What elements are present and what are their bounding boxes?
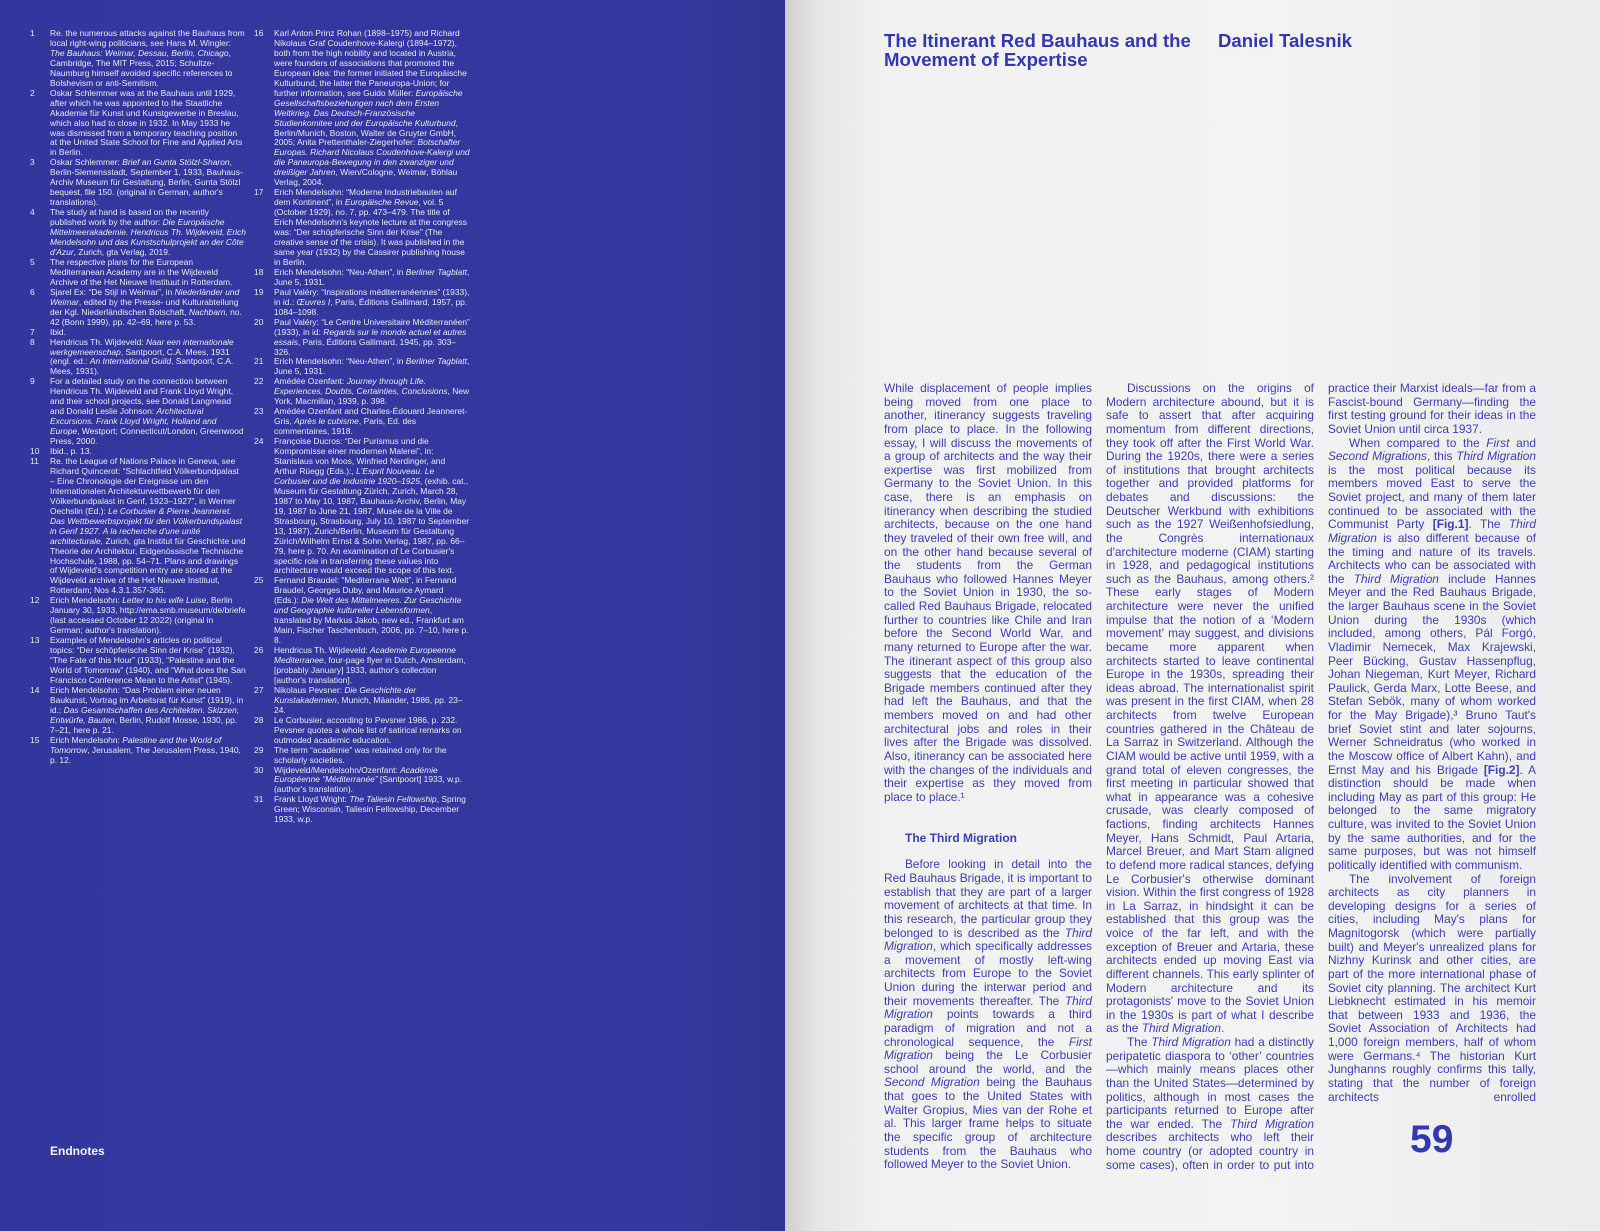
body-column-2 (1106, 382, 1314, 1172)
endnote-number: 8 (30, 336, 35, 347)
endnote-number: 28 (254, 714, 264, 725)
text-run: Oskar Schlemmer: (50, 157, 123, 168)
text-run: Hendricus Th. Wijdeveld: (50, 336, 146, 347)
text-run: Nikolaus Pevsner: (274, 684, 345, 695)
italic-text-run: First (1486, 435, 1510, 450)
italic-text-run: Third Migration (884, 993, 1092, 1022)
text-run: , New York, Macmillan, 1939, p. 398. (274, 386, 470, 407)
italic-text-run: Letter to his wife Luise (122, 595, 207, 606)
endnotes-column-2 (254, 29, 476, 825)
endnote-text (50, 29, 246, 89)
italic-text-run: Die Geschichte der Kunstakademien (274, 684, 417, 705)
endnote-number: 13 (30, 635, 40, 646)
italic-text-run: Brief an Gunta Stölzl-Sharon (122, 157, 230, 168)
text-run: , translated by Markus Jakob, new ed., Frankfurt am Main, Fischer Taschenbuch, 2006, pp. 7–10, here p. 8. (274, 605, 469, 646)
italic-text-run: Berliner Tagblatt (405, 356, 467, 367)
italic-text-run: Le Corbusier & Pierre Jeanneret. Das Wettbewerbsprojekt für den Völkerbundspalast in Genf 1927. A la recherche d'une unité architecturale (50, 505, 243, 546)
endnote-number: 22 (254, 376, 264, 387)
text-run: Oskar Schlemmer was at the Bauhaus until 1929, after which he was appointed to the Staatliche Akademie für Kunst und Kunstgewerbe in Breslau, which also had to close in 1932. In May 1933 he was dismissed from a temporary teaching position at the United State School for Fine and Applied Arts in Berlin. (50, 87, 243, 158)
italic-text-run: Second Migrations (1328, 449, 1427, 464)
endnote (254, 357, 476, 377)
italic-text-run: Das Gesamtschaffen des Architekten. Skizzen, Entwürfe, Bauten (50, 704, 240, 725)
italic-text-run: The Taliesin Fellowship (349, 794, 437, 805)
italic-text-run: Third Migration (884, 925, 1092, 954)
italic-text-run: Third Migration (1141, 1021, 1222, 1036)
endnote (254, 188, 476, 268)
italic-text-run: An International Guild (89, 356, 172, 367)
endnotes-section-label: Endnotes (50, 1144, 105, 1158)
italic-text-run: Œuvres I (296, 296, 331, 307)
text-run: , this (1426, 449, 1457, 464)
article-author: Daniel Talesnik (1218, 30, 1352, 51)
italic-text-run: Architectural Excursions. Frank Lloyd Wright, Holland and Europe (50, 406, 217, 437)
text-run: , Zurich, gta Institut für Geschichte und Theorie der Architektur, Eidgenössische Technische Hochschule, 1988, pp. 54–71. Plans and drawings of Wijdeveld's competition entry are stored at the Wijdeveld archive of the Het Nieuwe Instituut, Rotterdam; Nos 4.3.1.357-365. (50, 535, 246, 596)
italic-text-run: Third Migration (1456, 449, 1536, 464)
endnote-number: 27 (254, 684, 264, 695)
italic-text-run: First Migration (884, 1034, 1092, 1063)
text-run: The respective plans for the European Mediterranean Academy are in the Wijdeveld Archive of the Het Nieuwe Instituut in Rotterdam. (50, 256, 233, 287)
italic-text-run: Regards sur le monde actuel et autres essais (274, 326, 467, 347)
endnote-text (50, 158, 246, 208)
endnote (254, 766, 476, 796)
italic-text-run: Botschafter Europas. Richard Nicolaus Coudenhove-Kalergi und die Paneuropa-Bewegung in den zwanziger und dreißiger Jahren (274, 137, 470, 178)
text-run: Frank Lloyd Wright: (274, 794, 350, 805)
text-run: , four-page flyer in Dutch, Amsterdam, [probably January] 1933, author's collection [author's translation]. (274, 655, 466, 685)
text-run: Amédée Ozenfant: (274, 376, 347, 387)
endnote-number: 9 (30, 376, 35, 387)
endnote-text (50, 89, 246, 159)
endnote (30, 258, 252, 288)
text-run: , Santpoort, C.A. Mees, 1931 (engl. ed.: (50, 346, 230, 367)
endnote (30, 288, 252, 328)
body-paragraph (884, 858, 1092, 1171)
endnote (30, 89, 252, 159)
text-run: Discussions on the origins of Modern architecture abound, but it is safe to assert that after acquiring momentum from different directions, they took off after the First World War. During the 1920s, there were a series of institutions that brought architects together and provided platforms for debates and discussions: the Deutscher Werkbund with exhibitions such as the 1927 Weißenhofsiedlung, the Congrès internationaux d'architecture moderne (CIAM) starting in 1928, and pedagogical institutions such as the Bauhaus, among others.² These early stages of Modern architecture were never the unified impulse that the notion of a ‘Modern movement’ may suggest, and divisions became more apparent when architects started to leave continental Europe in the 1930s, spreading their ideas abroad. The internationalist spirit was present in the first CIAM, when 28 architects from twelve European countries gathered in the Château de La Sarraz in Switzerland. Although the CIAM would be active until 1959, with a grand total of eleven congresses, the first meeting in particular showed that what in appearance was a cohesive crusade, was clearly composed of factions, finding architects Hannes Meyer, Hans Schmidt, Paul Artaria, Marcel Breuer, and Mart Stam aligned to defend more radical stances, defying Le Corbusier's otherwise dominant vision. Within the first congress of 1928 in La Sarraz, in hindsight it can be established that this group was the voice of the far left, and with the exception of Breuer and Artaria, these architects ended up moving East via different channels. This early splinter of Modern architecture and its protagonists' move to the Soviet Union in the 1930s is part of what I describe as the (1106, 381, 1314, 1036)
text-run: The study at hand is based on the recently published work by the author: (50, 207, 210, 228)
endnote-number: 21 (254, 356, 264, 367)
text-run: The Third Migration (905, 831, 1017, 846)
text-run: being the Bauhaus that goes to the United States with Walter Gropius, Mies van der Rohe et al. This larger frame helps to situate the specific group of architecture students from the Bauhaus who followed Meyer to the Soviet Union. (884, 1075, 1092, 1172)
text-run: While displacement of people implies being moved from one place to another, itinerancy suggests traveling from place to place. In the following essay, I will discuss the movements of a group of architects and the way their expertise was first mobilized from Germany to the Soviet Union. In this case, there is an emphasis on itinerancy when describing the studied architects, because on the one hand they traveled of their own free will, and on the other hand because several of the students from the German Bauhaus who followed Hannes Meyer to the Soviet Union in 1930, the so-called Red Bauhaus Brigade, relocated further to countries like Chile and Iran before the Second World War, and many returned to Europe after the war. The itinerant aspect of this group also suggests that the education of the Brigade members continued after they had left the Bauhaus, and that the members moved on and had other architectural jobs and roles in their lives after the Brigade was dissolved. Also, itinerancy can be associated here with the changes of the individuals and their expertise as they moved from place to place.¹ (884, 381, 1092, 804)
italic-text-run: Journey through Life. Experiences, Doubts, Certainties, Conclusions (274, 376, 448, 397)
text-run: , (exhib. cat., Museum für Gestaltung Zürich, Zurich, March 28, 1987 to May 10, 1987, Bauhaus-Archiv, Berlin, May 19, 1987 to June 21, 1987, Musée de la Ville de Strasbourg, Strasbourg, July 10, 1987 to September 13, 1987), Zurich/Berlin, Museum für Gestaltung Zürich/Wilhelm Ernst & Sohn Verlag, 1987, pp. 66–79, here p. 70. An examination of Le Corbusier's specific role in transferring these values into architecture would exceed the scope of this text. (274, 475, 470, 576)
endnote (30, 158, 252, 208)
text-run: , Cambridge, The MIT Press, 2015; Schultze-Naumburg himself avoided specific references to Bolshevism or anti-Semitism. (50, 47, 233, 88)
endnote-text (274, 188, 470, 268)
endnote-text (50, 457, 246, 596)
italic-text-run: Europäische Gesellschaftsbeziehungen nach dem Ersten Weltkrieg. Das Deutsch-Französische Studienkomitee und der Europäische Kulturbund (274, 87, 463, 128)
endnote-number: 18 (254, 266, 264, 277)
text-run: Françoise Ducros: “Der Purismus und die Kompromisse einer modernen Malerei”, in: Stanislaus von Moos, Winfried Nerdinger, and Arthur Rüegg (Eds.):, (274, 436, 446, 476)
endnote-number: 24 (254, 436, 264, 447)
endnote-number: 16 (254, 28, 264, 38)
endnote-text (50, 596, 246, 636)
endnote (254, 746, 476, 766)
text-run: The term “académie” was retained only for the scholarly societies. (274, 744, 447, 765)
endnote-text (274, 686, 470, 716)
endnote-text (274, 746, 470, 766)
text-run: Ibid. (50, 326, 66, 337)
body-column-3 (1328, 382, 1536, 1104)
endnote-number: 31 (254, 794, 264, 805)
text-run: is the most political because its members moved East to serve the Soviet project, and many of them later continued to be associated with the Communist Party (1328, 462, 1536, 532)
endnote-number: 7 (30, 326, 35, 337)
figure-reference: [Fig.2] (1483, 762, 1520, 777)
italic-text-run: Die Welt des Mittelmeeres. Zur Geschichte und Geographie kultureller Lebensformen (274, 595, 462, 616)
endnote-number: 12 (30, 595, 40, 606)
endnote-number: 10 (30, 446, 40, 457)
text-run: , Paris, Ed. des commentaires, 1918. (274, 416, 417, 437)
endnote-number: 1 (30, 28, 35, 38)
endnote-number: 17 (254, 187, 264, 198)
italic-text-run: Second Migration (884, 1075, 980, 1090)
text-run: , Paris, Éditions Gallimard, 1957, pp. 1084–1098. (274, 296, 468, 317)
endnote-text (274, 357, 470, 377)
endnote-number: 14 (30, 684, 40, 695)
text-run: Le Corbusier, according to Pevsner 1986, p. 232. Pevsner quotes a whole list of satirical remarks on outmoded academic education. (274, 714, 462, 745)
endnote (254, 576, 476, 646)
endnote-number: 26 (254, 645, 264, 656)
section-heading (905, 831, 1092, 845)
endnote-number: 5 (30, 256, 35, 267)
endnote-number: 20 (254, 316, 264, 327)
page-number: 59 (1410, 1118, 1454, 1161)
text-run: is also different because of the timing and nature of its travels. Architects who can be associated with the (1328, 530, 1536, 586)
text-run: had a distinctly peripatetic diaspora to ‘other’ countries—which mainly means places other than the United States—determined by politics, although in most cases the participants returned to Europe after the war ended. The (1106, 1035, 1314, 1131)
endnote-number: 29 (254, 744, 264, 755)
endnote (254, 437, 476, 576)
figure-reference: [Fig.1] (1432, 517, 1469, 532)
italic-text-run: The Bauhaus: Weimar, Dessau, Berlin, Chicago (50, 47, 229, 58)
text-run: Erich Mendelsohn: “Moderne Industriebauten auf dem Kontinent”, in (274, 187, 457, 208)
text-run: , June 5, 1931. (274, 356, 470, 377)
article-title: The Itinerant Red Bauhaus and the Movement of Expertise (884, 30, 1191, 70)
text-run: , Santpoort, C.A. Mees, 1931). (50, 356, 234, 377)
italic-text-run: Académie Européenne “Méditerranée” (274, 764, 438, 785)
body-column-1 (884, 382, 1092, 1172)
text-run: , Berlin January 30, 1933, http://ema.smb.museum/de/briefe (last accessed October 12 2022) (original in German; author's translation). (50, 595, 246, 636)
endnote-number: 25 (254, 575, 264, 586)
endnote-text (274, 377, 470, 407)
endnote (30, 377, 252, 447)
endnote-number: 4 (30, 207, 35, 218)
italic-text-run: Third Migration (1328, 517, 1536, 545)
text-run: [Santpoort] 1933, w.p. (author's translation). (274, 774, 463, 795)
endnote-number: 2 (30, 87, 35, 98)
text-run: , Jerusalem, The Jerusalem Press, 1940, p. 12. (50, 744, 241, 765)
body-paragraph (1328, 437, 1536, 873)
text-run: and (1509, 435, 1536, 450)
endnote (254, 407, 476, 437)
text-run: , Westport; Connecticut/London, Greenwood Press, 2000. (50, 426, 244, 447)
text-run: Ibid., p. 13. (50, 446, 92, 457)
italic-text-run: Après le cubisme (294, 416, 359, 427)
endnotes-column-1 (30, 29, 252, 766)
italic-text-run: Niederländer und Weimar (50, 286, 240, 307)
endnote-text (50, 736, 246, 766)
endnote-text (50, 377, 246, 447)
endnote-number: 30 (254, 764, 264, 775)
endnote (254, 288, 476, 318)
endnote (30, 457, 252, 596)
italic-text-run: Academie Europeenne Mediterranee (274, 645, 456, 666)
text-run: practice their Marxist ideals—far from a Fascist-bound Germany—finding the first testing ground for their ideas in the Soviet Union until circa 1937. (1328, 381, 1536, 436)
text-run: , vol. 5 (October 1929), no. 7, pp. 473–479. The title of Erich Mendelsohn's keynote lecture at the congress was: “Der schöpferische Sinn der Krise” (The creative sense of the crisis). It was published in the same year (1932) by the Cassirer publishing house in Berlin. (274, 197, 467, 267)
text-run: Hendricus Th. Wijdeveld: (274, 645, 370, 656)
italic-text-run: Third Migration (1151, 1035, 1231, 1049)
endnote (30, 636, 252, 686)
endnote (254, 377, 476, 407)
text-run: Erich Mendelsohn: (50, 595, 123, 606)
endnote-number: 15 (30, 734, 40, 745)
text-run: include Hannes Meyer and the Red Bauhaus Brigade, the larger Bauhaus scene in the Soviet Union during the 1930s (which included, among others, Pál Forgó, Vladimir Nemecek, Max Krajewski, Peer Bücking, Gustav Hassenpflug, Johan Niegeman, Kurt Meyer, Richard Paulick, Gerda Marx, Lotte Beese, and Stefan Sebök, many of whom worked for the May Brigade),³ Bruno Taut's brief Soviet stint and later sojourns, Werner Schneidratus (who worked in the Moscow office of Albert Kahn), and Ernst May and his Brigade (1328, 571, 1536, 777)
italic-text-run: Naar een internationale werkgemeenschap (50, 336, 234, 357)
endnote (30, 208, 252, 258)
text-run: Paul Valéry: “Le Centre Universitaire Méditerranéen” (1933), in id: (274, 316, 470, 337)
text-run: Before looking in detail into the Red Bauhaus Brigade, it is important to establish that they are part of a larger movement of architects at that time. In this research, the particular group they belonged to is described as the (884, 857, 1092, 940)
endnote-number: 11 (30, 455, 39, 466)
italic-text-run: Die Europäische Mittelmeerakademie. Hendricus Th. Wijdeveld, Erich Mendelsohn und das Kunstschulprojekt an der Côte d'Azur (50, 217, 246, 257)
text-run: Examples of Mendelsohn's articles on political topics: “Der schöpferische Sinn der Krise” (1932), “The Fate of this Hour” (1933), “Palestine and the World of Tomorrow” (1940), and “What does the San Francisco Conference Mean to the Artist” (1945). (50, 635, 246, 685)
text-run: The (1127, 1035, 1152, 1049)
endnote-text (274, 288, 470, 318)
text-run: Wijdeveld/Mendelsohn/Ozenfant: (274, 764, 401, 775)
endnote (30, 29, 252, 89)
text-run: Erich Mendelsohn: “Neu-Athen”, in (274, 266, 406, 277)
text-run: , Spring Green; Wisconsin, Taliesin Fellowship, December 1933, w.p. (274, 794, 466, 825)
endnote-number: 23 (254, 406, 264, 417)
body-paragraph (1328, 873, 1536, 1105)
endnote (254, 795, 476, 825)
endnote-text (274, 437, 470, 576)
endnote (254, 646, 476, 686)
left-page-endnotes (0, 0, 785, 1231)
text-run: , June 5, 1931. (274, 266, 470, 287)
text-run: Re. the League of Nations Palace in Geneva, see Richard Quincerot: “Schlachtfeld Völkerbundpalast – Eine Chronologie der Ereignisse um den Internationalen Architekturwettbewerb für den Völkerbundpalast in Genf, 1923–1927”, in Werner Oechslin (Ed.): (50, 455, 240, 516)
italic-text-run: Third Migration (1353, 571, 1439, 586)
text-run: , Berlin-Siemensstadt, September 1, 1933, Bauhaus-Archiv Museum für Gestaltung, Berlin, Gunta Stölzl bequest, file 150. (original in German, author's translations). (50, 157, 243, 208)
endnote-number: 19 (254, 286, 264, 297)
italic-text-run: Europäische Revue (344, 197, 419, 208)
italic-text-run: Third Migration (1230, 1116, 1314, 1131)
endnote (30, 736, 252, 766)
text-run: , Paris, Éditions Gallimard, 1945, pp. 303–326. (274, 336, 456, 357)
text-run: , Zurich, gta Verlag, 2019. (73, 246, 171, 257)
body-paragraph (884, 382, 1092, 804)
text-run: . A distinction should be made when including May as part of this group: He belonged to the same migratory culture, was invited to the Soviet Union by the same authorities, and for the same purposes, but was not himself politically identified with communism. (1328, 762, 1536, 872)
endnote-text (274, 576, 470, 646)
endnote-number: 6 (30, 286, 35, 297)
endnote-text (50, 208, 246, 258)
text-run: For a detailed study on the connection between Hendricus Th. Wijdeveld and Frank Lloyd Wright, and their school projects, see Donald Langmead and Donald Leslie Johnson: (50, 376, 234, 417)
text-run: Erich Mendelsohn: “Das Problem einer neuen Baukunst, Vortrag im Arbeitsrat für Kunst” (1919), in id.: (50, 684, 244, 715)
text-run: Fernand Braudel: “Mediterrane Welt”, in Fernand Braudel, Georges Duby, and Maurice Aymard (Eds.): (274, 575, 457, 606)
endnote-text (50, 338, 246, 378)
endnote-number: 3 (30, 157, 35, 168)
endnote (30, 338, 252, 378)
endnote (30, 596, 252, 636)
endnote-text (50, 686, 246, 736)
text-run: When compared to the (1349, 435, 1487, 450)
endnote (254, 29, 476, 188)
endnote-text (274, 407, 470, 437)
text-run: Karl Anton Prinz Rohan (1898–1975) and Richard Nikolaus Graf Coudenhove-Kalergi (1894–1972), both from the high nobility and located in Austria, were founders of associations that promoted the European idea: the former initiated the Europäische Kulturbund, the latter the Paneuropa-Union; for further information, see Guido Müller: (274, 28, 467, 98)
text-run: . The (1468, 517, 1509, 532)
text-run: , Berlin/Munich, Boston, Walter de Gruyter GmbH, 2005; Anita Prettenthaler-Ziegerhofer: (274, 117, 458, 148)
text-run: points towards a third paradigm of migration and not a chronological sequence, the (884, 1007, 1092, 1049)
endnote (254, 268, 476, 288)
endnote-text (50, 258, 246, 288)
body-paragraph (1328, 382, 1536, 437)
endnote-text (274, 318, 470, 358)
text-run: Sjarel Ex: “De Stijl in Weimar”, in (50, 286, 175, 297)
endnote (30, 686, 252, 736)
text-run: Erich Mendelsohn: (50, 734, 123, 745)
endnote-text (274, 268, 470, 288)
text-run: , Berlin, Rudolf Mosse, 1930, pp. 7–21, here p. 21. (50, 714, 238, 735)
endnote-text (274, 766, 470, 796)
body-paragraph (1106, 1036, 1314, 1172)
text-run: Amédée Ozenfant and Charles-Édouard Jeanneret-Gris, (274, 406, 468, 427)
endnote-text (274, 646, 470, 686)
text-run: describes architects who left their home country (or adopted country in some cases), often in order to put into (1106, 1130, 1314, 1172)
endnote (254, 686, 476, 716)
italic-text-run: L'Esprit Nouveau. Le Corbusier und die Industrie 1920–1925 (274, 465, 435, 486)
body-paragraph (1106, 382, 1314, 1036)
text-run: , Munich, Mäander, 1986, pp. 23–24. (274, 694, 463, 715)
italic-text-run: Palestine and the World of Tomorrow (50, 734, 222, 755)
text-run: Erich Mendelsohn: “Neu-Athen”, in (274, 356, 406, 367)
endnote-text (50, 636, 246, 686)
text-run: . (1221, 1021, 1225, 1036)
text-run: being the Le Corbusier school around the world, and the (884, 1048, 1092, 1076)
endnote-text (274, 29, 470, 188)
text-run: , edited by the Presse- und Kulturabteilung der Kgl. Niederländischen Botschaft, (50, 296, 239, 317)
italic-text-run: Berliner Tagblatt (405, 266, 467, 277)
text-run: , no. 42 (Bonn 1999), pp. 42–69, here p. 53. (50, 306, 242, 327)
text-run: , Wien/Cologne, Weimar, Böhlau Verlag, 2004. (274, 167, 458, 188)
text-run: Re. the numerous attacks against the Bauhaus from local right-wing politicians, see Hans M. Wingler: (50, 28, 245, 48)
text-run: The involvement of foreign architects as city planners in developing designs for a series of cities, including May's plans for Magnitogorsk (which were partially built) and Meyer's unrealized plans for Nizhny Kurinsk and other cities, are part of the more international phase of Soviet city planning. The architect Kurt Liebknecht estimated in his memoir that between 1933 and 1936, the Soviet Association of Architects had 1,000 foreign members, half of whom were Germans.⁴ The historian Kurt Junghanns roughly confirms this tally, stating that the number of foreign architects enrolled (1328, 871, 1536, 1104)
italic-text-run: Nachbarn (188, 306, 226, 317)
endnote (254, 716, 476, 746)
endnote (254, 318, 476, 358)
endnote-text (274, 795, 470, 825)
endnote-text (50, 288, 246, 328)
text-run: Paul Valéry: “Inspirations méditerranéennes” (1933), in id.: (274, 286, 470, 307)
endnote-text (274, 716, 470, 746)
text-run: , which specifically addresses a movement of mostly left-wing architects from Europe to the Soviet Union during the interwar period and their movements thereafter. The (884, 939, 1092, 1008)
